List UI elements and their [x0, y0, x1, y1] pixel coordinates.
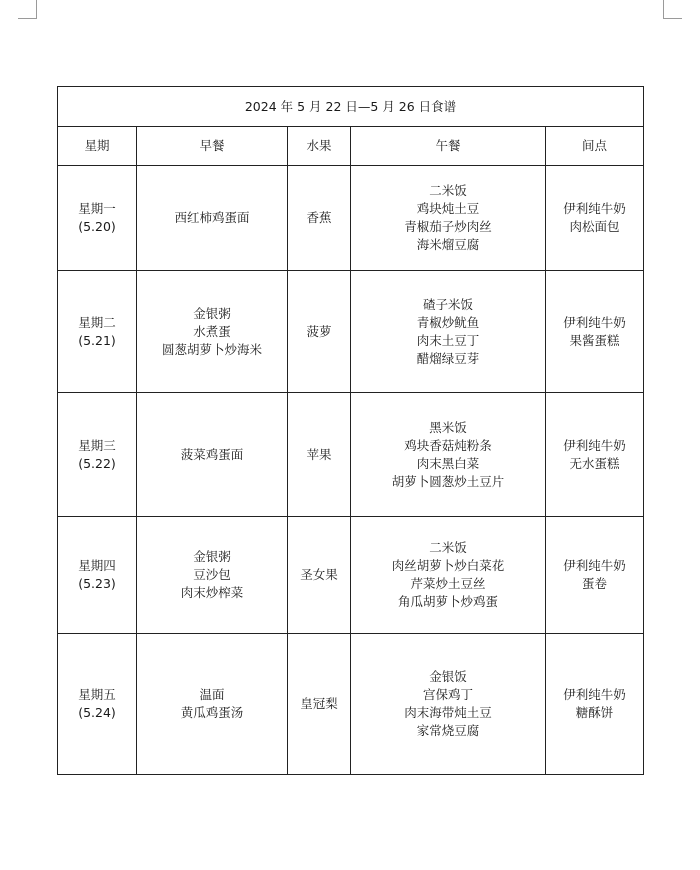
lunch-item: 青椒炒鱿鱼 [416, 314, 480, 330]
lunch-item: 海米熘豆腐 [416, 237, 480, 252]
snack-cell [546, 393, 644, 517]
lunch-item: 肉丝胡萝卜炒白菜花 [391, 558, 505, 573]
lunch-item: 青椒茄子炒肉丝 [404, 219, 492, 234]
day-date: (5.20) [78, 219, 116, 234]
day-date: (5.21) [78, 332, 116, 348]
day-cell [58, 166, 137, 271]
lunch-item: 肉末土豆丁 [416, 332, 480, 348]
breakfast-item: 肉末炒榨菜 [180, 585, 244, 600]
fruit-cell: 菠萝 [288, 271, 351, 393]
header-fruit: 水果 [288, 127, 351, 166]
table-row [58, 634, 644, 775]
header-breakfast: 早餐 [137, 127, 288, 166]
snack-item: 糖酥饼 [575, 705, 614, 720]
lunch-item: 宫保鸡丁 [422, 687, 473, 702]
snack-item: 伊利纯牛奶 [563, 314, 626, 330]
lunch-item: 二米饭 [429, 183, 467, 198]
day-cell [58, 517, 137, 634]
breakfast-item: 温面 [199, 687, 225, 702]
day-cell [58, 634, 137, 775]
snack-cell [546, 271, 644, 393]
breakfast-item: 金银粥 [193, 305, 231, 321]
menu-title: 2024 年 5 月 22 日—5 月 26 日食谱 [58, 87, 644, 127]
snack-item: 肉松面包 [569, 219, 620, 234]
breakfast-cell [137, 634, 288, 775]
header-snack: 间点 [546, 127, 644, 166]
day-name: 星期四 [78, 558, 116, 573]
lunch-item: 肉末海带炖土豆 [404, 705, 492, 720]
snack-item: 无水蛋糕 [569, 455, 620, 471]
breakfast-cell [137, 517, 288, 634]
snack-cell [546, 634, 644, 775]
snack-item: 伊利纯牛奶 [563, 437, 626, 453]
lunch-cell [351, 634, 546, 775]
day-date: (5.22) [78, 455, 116, 471]
menu-table [57, 86, 644, 775]
snack-cell [546, 517, 644, 634]
day-name: 星期三 [78, 437, 116, 453]
fruit-cell: 圣女果 [288, 517, 351, 634]
breakfast-cell [137, 271, 288, 393]
header-lunch: 午餐 [351, 127, 546, 166]
day-cell [58, 271, 137, 393]
lunch-item: 二米饭 [429, 540, 467, 555]
breakfast-item: 西红柿鸡蛋面 [174, 210, 250, 225]
lunch-item: 肉末黑白菜 [416, 455, 480, 471]
page-corner-mark-right [663, 0, 682, 19]
fruit-cell: 皇冠梨 [288, 634, 351, 775]
page-corner-mark-left [18, 0, 37, 19]
lunch-item: 鸡块香菇炖粉条 [404, 437, 492, 453]
lunch-item: 鸡块炖土豆 [416, 201, 480, 216]
lunch-item: 芹菜炒土豆丝 [410, 576, 486, 591]
snack-item: 果酱蛋糕 [569, 332, 620, 348]
snack-item: 伊利纯牛奶 [563, 558, 626, 573]
breakfast-item: 豆沙包 [193, 567, 231, 582]
breakfast-cell [137, 393, 288, 517]
breakfast-item: 圆葱胡萝卜炒海米 [161, 341, 262, 357]
table-row [58, 166, 644, 271]
lunch-item: 家常烧豆腐 [416, 723, 480, 738]
lunch-item: 角瓜胡萝卜炒鸡蛋 [397, 594, 498, 609]
day-name: 星期二 [78, 314, 116, 330]
table-row [58, 271, 644, 393]
day-cell [58, 393, 137, 517]
lunch-cell [351, 517, 546, 634]
fruit-cell: 香蕉 [288, 166, 351, 271]
breakfast-cell [137, 166, 288, 271]
lunch-item: 醋熘绿豆芽 [416, 350, 480, 366]
lunch-cell [351, 393, 546, 517]
lunch-item: 胡萝卜圆葱炒土豆片 [391, 473, 505, 489]
breakfast-item: 金银粥 [193, 549, 231, 564]
breakfast-item: 菠菜鸡蛋面 [180, 446, 244, 462]
lunch-item: 黑米饭 [429, 419, 467, 435]
lunch-cell [351, 271, 546, 393]
header-weekday: 星期 [58, 127, 137, 166]
lunch-item: 碴子米饭 [422, 296, 473, 312]
lunch-cell [351, 166, 546, 271]
fruit-cell: 苹果 [288, 393, 351, 517]
table-row [58, 517, 644, 634]
breakfast-item: 黄瓜鸡蛋汤 [180, 705, 244, 720]
day-name: 星期五 [78, 687, 116, 702]
table-row [58, 393, 644, 517]
breakfast-item: 水煮蛋 [193, 323, 231, 339]
snack-item: 伊利纯牛奶 [563, 201, 626, 216]
lunch-item: 金银饭 [429, 669, 467, 684]
day-date: (5.23) [78, 576, 116, 591]
snack-item: 伊利纯牛奶 [563, 687, 626, 702]
snack-item: 蛋卷 [582, 576, 608, 591]
day-date: (5.24) [78, 705, 116, 720]
snack-cell [546, 166, 644, 271]
day-name: 星期一 [78, 201, 116, 216]
